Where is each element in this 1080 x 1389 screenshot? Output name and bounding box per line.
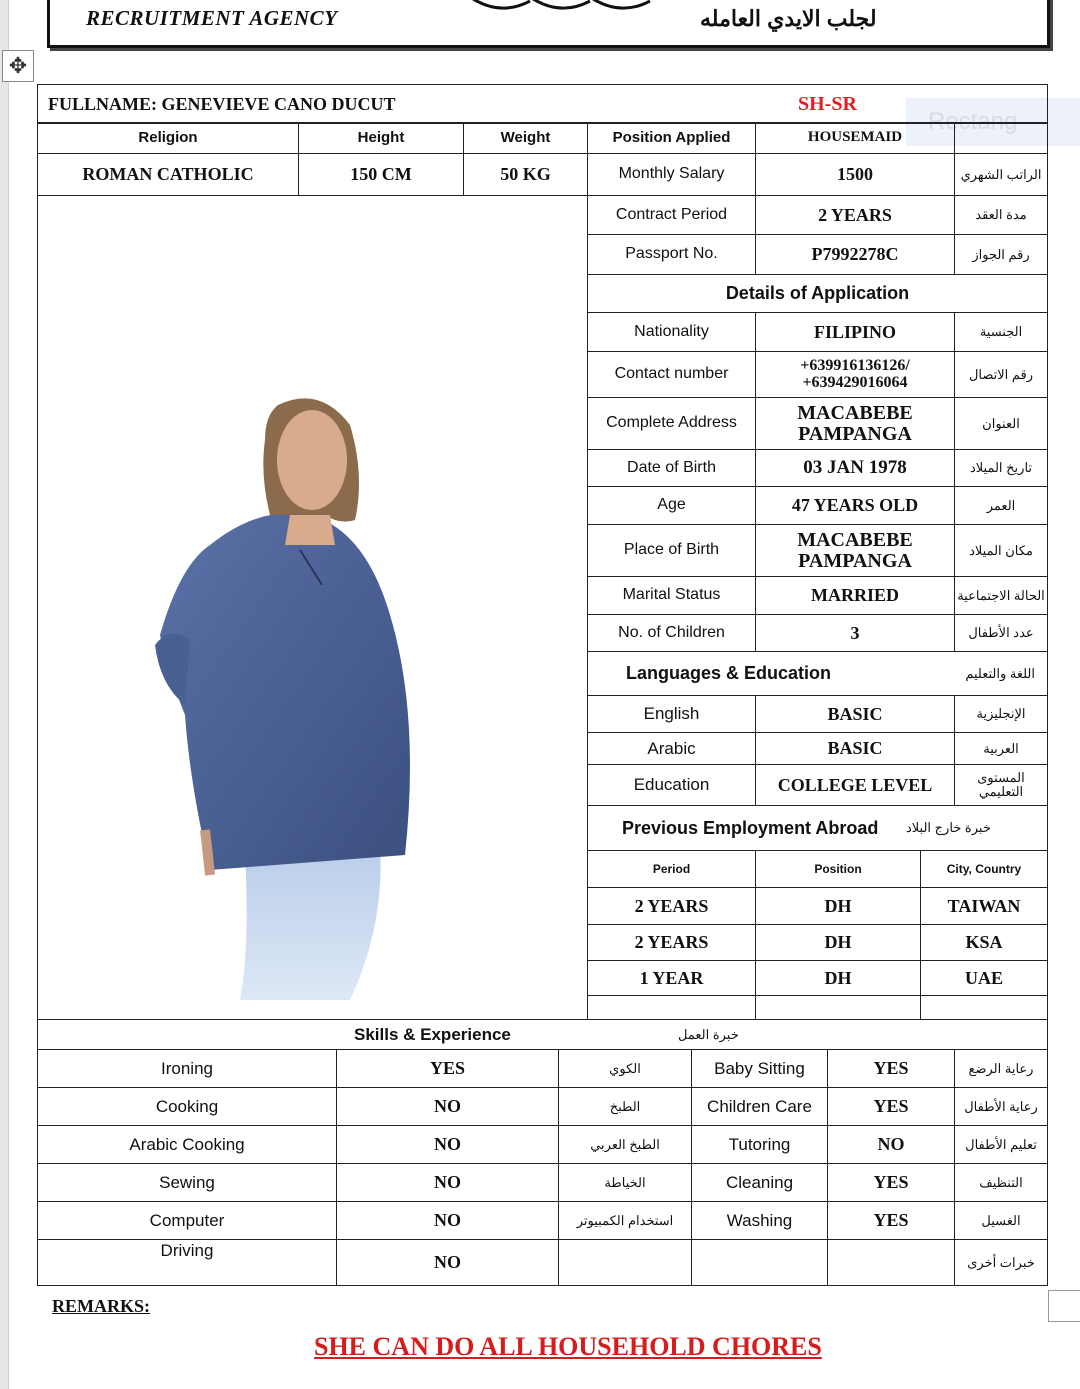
employment-country: TAIWAN: [920, 887, 1048, 925]
skill-arabic: تعليم الأطفال: [954, 1125, 1048, 1164]
value-complete-address: MACABEBE PAMPANGA: [755, 397, 955, 450]
value-age: 47 YEARS OLD: [755, 486, 955, 525]
employment-header-country: City, Country: [920, 850, 1048, 888]
header-blank-cell: [954, 122, 1048, 154]
skill-label: Cleaning: [691, 1163, 828, 1202]
employment-country: KSA: [920, 924, 1048, 961]
header-religion: Religion: [37, 122, 299, 154]
label-place-of-birth: Place of Birth: [587, 524, 756, 577]
remarks-text: SHE CAN DO ALL HOUSEHOLD CHORES: [314, 1332, 822, 1361]
reference-code: SH-SR: [798, 92, 857, 115]
value-passport-no: P7992278C: [755, 234, 955, 275]
value-contact-number: +639916136126/ +639429016064: [755, 351, 955, 398]
skill-arabic: الطبخ العربي: [558, 1125, 692, 1164]
skill-value: NO: [336, 1163, 559, 1202]
label-no-of-children: No. of Children: [587, 614, 756, 652]
arabic-arabic: العربية: [954, 732, 1048, 765]
skill-value: NO: [827, 1125, 955, 1164]
skill-label: Children Care: [691, 1087, 828, 1126]
employment-country: UAE: [920, 960, 1048, 996]
arabic-english: الإنجليزية: [954, 695, 1048, 733]
skill-arabic: الخياطة: [558, 1163, 692, 1202]
skill-arabic: التنظيف: [954, 1163, 1048, 1202]
arabic-contact-number: رقم الاتصال: [954, 351, 1048, 398]
employment-position: DH: [755, 924, 921, 961]
arabic-complete-address: العنوان: [954, 397, 1048, 450]
label-nationality: Nationality: [587, 312, 756, 352]
arabic-monthly-salary: الراتب الشهري: [954, 153, 1048, 196]
value-date-of-birth: 03 JAN 1978: [755, 449, 955, 487]
skill-label: [691, 1239, 828, 1286]
arabic-marital-status: الحالة الاجتماعية: [954, 576, 1048, 615]
fullname: FULLNAME: GENEVIEVE CANO DUCUT: [48, 93, 396, 114]
skill-arabic: الغسيل: [954, 1201, 1048, 1240]
arabic-nationality: الجنسية: [954, 312, 1048, 352]
employment-section-title: [587, 805, 1048, 851]
employment-header-period: Period: [587, 850, 756, 888]
skill-value: NO: [336, 1201, 559, 1240]
employment-period: 2 YEARS: [587, 924, 756, 961]
skill-label: Driving: [37, 1239, 337, 1286]
arabic-contract-period: مدة العقد: [954, 195, 1048, 235]
value-contract-period: 2 YEARS: [755, 195, 955, 235]
logo-swoosh-icon: [460, 0, 660, 29]
skill-label: Computer: [37, 1201, 337, 1240]
arabic-date-of-birth: تاريخ الميلاد: [954, 449, 1048, 487]
languages-title-arabic: اللغة والتعليم: [965, 665, 1035, 681]
employment-title: Previous Employment Abroad: [622, 817, 879, 838]
skill-value: [827, 1239, 955, 1286]
label-contract-period: Contract Period: [587, 195, 756, 235]
skill-value: YES: [827, 1087, 955, 1126]
applicant-photo: [150, 385, 420, 1005]
employment-position: DH: [755, 960, 921, 996]
agency-arabic-name: لجلب الايدي العامله: [700, 6, 877, 31]
skill-value: NO: [336, 1087, 559, 1126]
skill-value: YES: [827, 1049, 955, 1088]
value-monthly-salary: 1500: [755, 153, 955, 196]
skill-label: Cooking: [37, 1087, 337, 1126]
skills-title-arabic: خبرة العمل: [678, 1026, 739, 1042]
label-education: Education: [587, 764, 756, 806]
skill-value: YES: [336, 1049, 559, 1088]
header-weight: Weight: [463, 122, 588, 154]
skill-arabic: الكوي: [558, 1049, 692, 1088]
value-place-of-birth: MACABEBE PAMPANGA: [755, 524, 955, 577]
employment-position: DH: [755, 887, 921, 925]
employment-period: 2 YEARS: [587, 887, 756, 925]
skills-title: Skills & Experience: [354, 1024, 511, 1044]
skill-value: YES: [827, 1201, 955, 1240]
value-english: BASIC: [755, 695, 955, 733]
employment-period: 1 YEAR: [587, 960, 756, 996]
arabic-place-of-birth: مكان الميلاد: [954, 524, 1048, 577]
shape-overlay-rectangle[interactable]: Rectang: [906, 98, 1080, 146]
skill-label: Baby Sitting: [691, 1049, 828, 1088]
height-value: 150 CM: [298, 153, 464, 196]
skill-value: NO: [336, 1239, 559, 1286]
label-complete-address: Complete Address: [587, 397, 756, 450]
value-marital-status: MARRIED: [755, 576, 955, 615]
page-corner-handle[interactable]: [1048, 1290, 1080, 1322]
skill-value: NO: [336, 1125, 559, 1164]
skill-value: YES: [827, 1163, 955, 1202]
arabic-education: المستوى التعليمي: [954, 764, 1048, 806]
label-age: Age: [587, 486, 756, 525]
weight-value: 50 KG: [463, 153, 588, 196]
value-nationality: FILIPINO: [755, 312, 955, 352]
religion-value: ROMAN CATHOLIC: [37, 153, 299, 196]
label-contact-number: Contact number: [587, 351, 756, 398]
skill-label: Arabic Cooking: [37, 1125, 337, 1164]
details-section-title: Details of Application: [587, 274, 1048, 313]
label-date-of-birth: Date of Birth: [587, 449, 756, 487]
skill-arabic: خبرات أخرى: [954, 1239, 1048, 1286]
employment-header-position: Position: [755, 850, 921, 888]
value-no-of-children: 3: [755, 614, 955, 652]
employment-empty-cell: [755, 995, 921, 1020]
header-height: Height: [298, 122, 464, 154]
label-marital-status: Marital Status: [587, 576, 756, 615]
skill-label: Sewing: [37, 1163, 337, 1202]
skill-arabic: رعاية الرضع: [954, 1049, 1048, 1088]
label-english: English: [587, 695, 756, 733]
label-passport-no: Passport No.: [587, 234, 756, 275]
value-arabic: BASIC: [755, 732, 955, 765]
table-move-handle-icon[interactable]: ✥: [2, 50, 34, 82]
languages-section-title: [587, 651, 1048, 696]
languages-title: Languages & Education: [626, 663, 832, 684]
remarks-label: REMARKS:: [52, 1296, 150, 1316]
skill-label: Ironing: [37, 1049, 337, 1088]
value-education: COLLEGE LEVEL: [755, 764, 955, 806]
label-arabic: Arabic: [587, 732, 756, 765]
skill-label: Washing: [691, 1201, 828, 1240]
skills-section-header: [37, 1019, 1048, 1050]
arabic-passport-no: رقم الجواز: [954, 234, 1048, 275]
employment-title-arabic: خبرة خارج البلاد: [906, 820, 991, 836]
arabic-no-of-children: عدد الأطفال: [954, 614, 1048, 652]
header-position-applied: Position Applied: [587, 122, 756, 154]
skill-arabic: [558, 1239, 692, 1286]
label-monthly-salary: Monthly Salary: [587, 153, 756, 196]
skill-arabic: رعاية الأطفال: [954, 1087, 1048, 1126]
document-left-gutter: [0, 0, 9, 1389]
position-applied-value: HOUSEMAID: [755, 122, 955, 154]
employment-empty-cell: [920, 995, 1048, 1020]
skill-label: Tutoring: [691, 1125, 828, 1164]
skill-arabic: الطبخ: [558, 1087, 692, 1126]
skill-arabic: استخدام الكمبيوتر: [558, 1201, 692, 1240]
fullname-row: [37, 84, 1048, 124]
agency-name: RECRUITMENT AGENCY: [86, 6, 338, 30]
arabic-age: العمر: [954, 486, 1048, 525]
employment-empty-cell: [587, 995, 756, 1020]
